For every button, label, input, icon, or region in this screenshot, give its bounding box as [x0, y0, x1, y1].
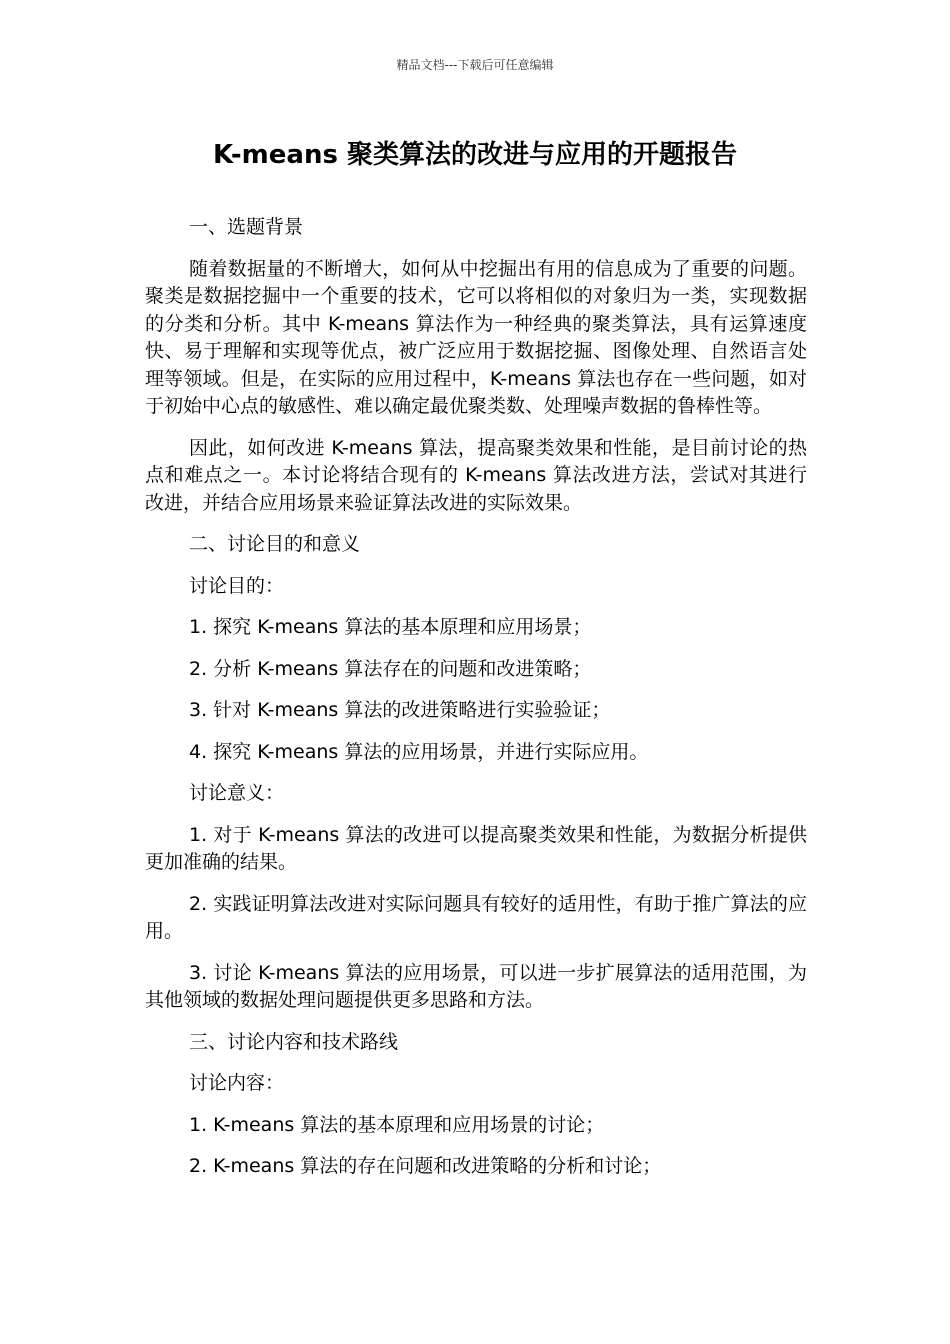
purpose-item-3: 3. 针对 K-means 算法的改进策略进行实验验证；	[189, 699, 611, 721]
purpose-item-4: 4. 探究 K-means 算法的应用场景，并进行实际应用。	[189, 740, 649, 763]
page-header: 精品文档---下载后可任意编辑	[396, 58, 554, 72]
purpose-item-1: 1. 探究 K-means 算法的基本原理和应用场景；	[189, 616, 592, 638]
document-body	[145, 214, 807, 1195]
purpose-item-2: 2. 分析 K-means 算法存在的问题和改进策略；	[189, 657, 592, 680]
section-heading-background: 一、选题背景	[189, 216, 304, 238]
content-item-2: 2. K-means 算法的存在问题和改进策略的分析和讨论；	[189, 1155, 662, 1177]
significance-item-3: 3. 讨论 K-means 算法的应用场景，可以进一步扩展算法的适用范围，为其他领域的数据处理问题提供更多思路和方法。	[145, 961, 807, 1011]
subheading-purpose: 讨论目的：	[189, 574, 285, 597]
significance-item-1: 1. 对于 K-means 算法的改进可以提高聚类效果和性能，为数据分析提供更加准确的结果。	[145, 823, 807, 873]
content-item-1: 1. K-means 算法的基本原理和应用场景的讨论；	[189, 1113, 605, 1136]
section-heading-content: 三、讨论内容和技术路线	[189, 1030, 399, 1053]
significance-item-2: 2. 实践证明算法改进对实际问题具有较好的适用性，有助于推广算法的应用。	[145, 892, 807, 942]
subheading-content: 讨论内容：	[189, 1072, 285, 1094]
paragraph-background: 随着数据量的不断增大，如何从中挖掘出有用的信息成为了重要的问题。聚类是数据挖掘中一个重要的技术，它可以将相似的对象归为一类，实现数据的分类和分析。其中 K-means 算法作为一种经典的聚类算法，具有运算速度快、易于理解和实现等优点，被广泛应用于数据挖掘、图像处理、自然语言处理等领域。但是，在实际的应用过程中，K-means 算法也存在一些问题，如对于初始中心点的敏感性、难以确定最优聚类数、处理噪声数据的鲁棒性等。	[145, 257, 807, 417]
document-title: K-means 聚类算法的改进与应用的开题报告	[213, 140, 737, 170]
paragraph-motivation: 因此，如何改进 K-means 算法，提高聚类效果和性能，是目前讨论的热点和难点之一。本讨论将结合现有的 K-means 算法改进方法，尝试对其进行改进，并结合应用场景来验证算法改进的实际效果。	[145, 436, 807, 514]
section-heading-purpose: 二、讨论目的和意义	[189, 533, 361, 555]
subheading-significance: 讨论意义：	[189, 782, 285, 804]
